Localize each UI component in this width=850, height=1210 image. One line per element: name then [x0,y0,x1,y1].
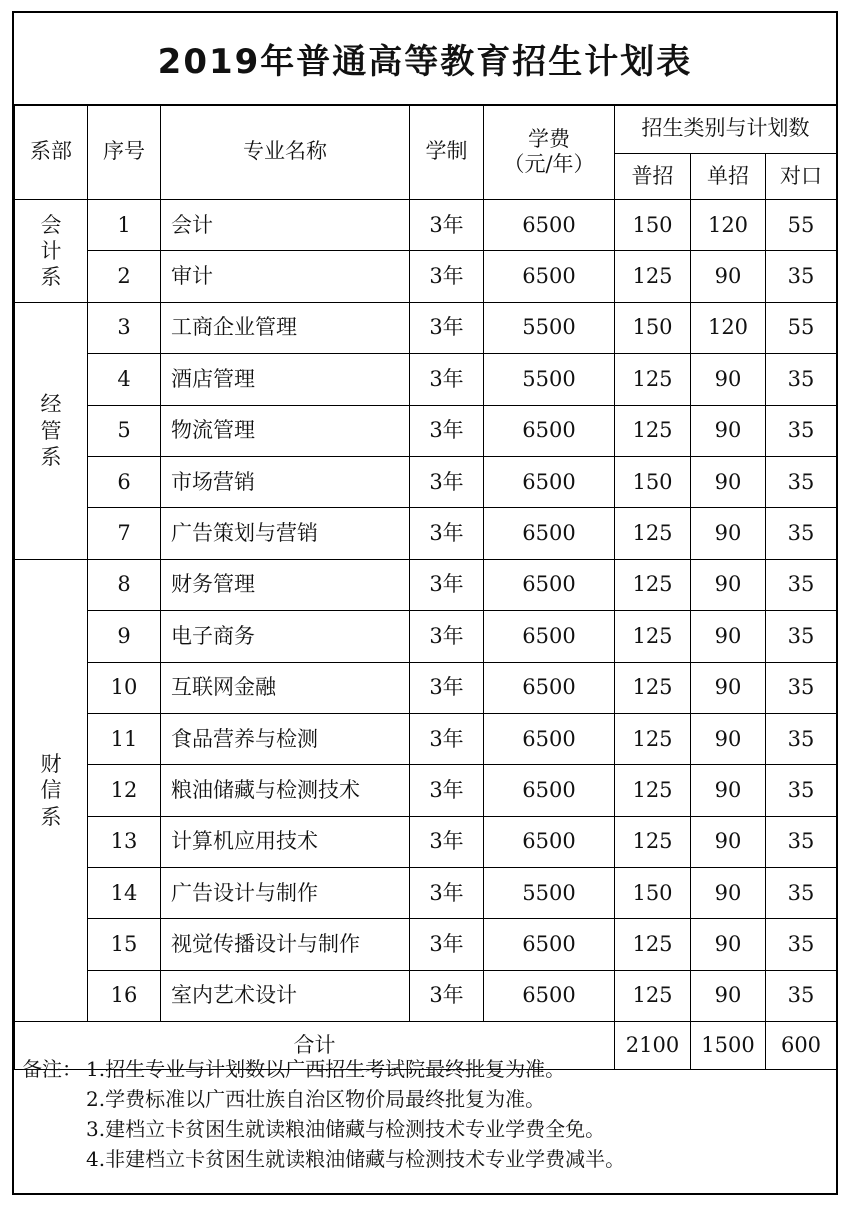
cell-duration: 3年 [410,816,484,867]
cell-single: 90 [691,559,766,610]
cell-vocational: 35 [766,251,837,302]
cell-major: 室内艺术设计 [161,970,410,1021]
cell-major: 市场营销 [161,456,410,507]
note-item: 4.非建档立卡贫困生就读粮油储藏与检测技术专业学费减半。 [86,1147,626,1171]
cell-duration: 3年 [410,200,484,251]
table-row [15,662,837,713]
cell-fee: 6500 [484,713,615,764]
cell-duration: 3年 [410,302,484,353]
cell-single: 90 [691,251,766,302]
cell-seq: 13 [88,816,161,867]
cell-fee: 6500 [484,662,615,713]
cell-seq: 12 [88,765,161,816]
cell-major: 广告策划与营销 [161,508,410,559]
cell-major: 会计 [161,200,410,251]
cell-duration: 3年 [410,713,484,764]
cell-seq: 10 [88,662,161,713]
cell-vocational: 35 [766,405,837,456]
cell-single: 90 [691,508,766,559]
table-row [15,200,837,251]
cell-general: 150 [615,302,691,353]
cell-duration: 3年 [410,405,484,456]
cell-duration: 3年 [410,508,484,559]
cell-general: 125 [615,816,691,867]
cell-major: 电子商务 [161,611,410,662]
cell-vocational: 35 [766,868,837,919]
total-general: 2100 [615,1022,691,1070]
header-row [15,105,837,154]
header-fee-line2: （元/年） [503,152,595,176]
dept-cell [15,200,88,303]
cell-single: 90 [691,765,766,816]
cell-duration: 3年 [410,456,484,507]
cell-vocational: 35 [766,765,837,816]
cell-seq: 15 [88,919,161,970]
note-item: 2.学费标准以广西壮族自治区物价局最终批复为准。 [86,1087,546,1111]
cell-fee: 6500 [484,200,615,251]
dept-name-char: 系 [40,804,62,829]
cell-single: 90 [691,456,766,507]
cell-single: 120 [691,302,766,353]
cell-vocational: 35 [766,662,837,713]
cell-seq: 8 [88,559,161,610]
total-label: 合计 [15,1022,615,1070]
dept-name-char: 会 [40,212,62,237]
cell-fee: 6500 [484,970,615,1021]
cell-seq: 6 [88,456,161,507]
header-cat-general: 普招 [615,154,691,200]
cell-vocational: 35 [766,508,837,559]
cell-major: 食品营养与检测 [161,713,410,764]
cell-general: 125 [615,559,691,610]
cell-fee: 5500 [484,302,615,353]
cell-general: 125 [615,713,691,764]
cell-seq: 3 [88,302,161,353]
table-body [15,200,837,1022]
dept-name-char: 经 [40,392,62,417]
cell-duration: 3年 [410,970,484,1021]
cell-general: 125 [615,662,691,713]
cell-seq: 4 [88,354,161,405]
cell-duration: 3年 [410,354,484,405]
dept-name-char: 管 [40,418,62,443]
cell-seq: 2 [88,251,161,302]
header-seq: 序号 [88,105,161,200]
table-row [15,456,837,507]
cell-fee: 6500 [484,765,615,816]
cell-fee: 6500 [484,559,615,610]
cell-vocational: 35 [766,559,837,610]
cell-fee: 6500 [484,508,615,559]
cell-general: 150 [615,868,691,919]
cell-general: 125 [615,251,691,302]
table-row [15,354,837,405]
cell-fee: 6500 [484,816,615,867]
cell-seq: 5 [88,405,161,456]
cell-major: 粮油储藏与检测技术 [161,765,410,816]
cell-general: 125 [615,970,691,1021]
dept-name-char: 系 [40,444,62,469]
cell-seq: 9 [88,611,161,662]
cell-seq: 1 [88,200,161,251]
header-fee-line1: 学费 [528,126,570,151]
dept-cell [15,302,88,559]
cell-general: 125 [615,508,691,559]
cell-fee: 6500 [484,919,615,970]
cell-single: 120 [691,200,766,251]
cell-single: 90 [691,354,766,405]
cell-fee: 5500 [484,354,615,405]
cell-seq: 14 [88,868,161,919]
cell-major: 视觉传播设计与制作 [161,919,410,970]
cell-major: 广告设计与制作 [161,868,410,919]
table-row [15,405,837,456]
table-row [15,765,837,816]
table-row [15,970,837,1021]
cell-duration: 3年 [410,868,484,919]
cell-vocational: 55 [766,200,837,251]
table-row [15,611,837,662]
cell-major: 审计 [161,251,410,302]
dept-cell [15,559,88,1022]
header-category-group: 招生类别与计划数 [615,105,837,154]
dept-name-char: 信 [40,778,62,803]
cell-single: 90 [691,405,766,456]
dept-name-char: 财 [40,752,62,777]
cell-vocational: 35 [766,713,837,764]
cell-general: 125 [615,919,691,970]
cell-fee: 6500 [484,456,615,507]
header-fee [484,105,615,200]
cell-general: 125 [615,611,691,662]
total-vocational: 600 [766,1022,837,1070]
cell-vocational: 35 [766,816,837,867]
cell-major: 财务管理 [161,559,410,610]
header-cat-vocational: 对口 [766,154,837,200]
enrollment-plan-table [14,104,837,1070]
dept-name-char: 计 [40,238,62,263]
cell-duration: 3年 [410,765,484,816]
table-row [15,508,837,559]
cell-vocational: 35 [766,919,837,970]
cell-single: 90 [691,816,766,867]
cell-general: 125 [615,354,691,405]
table-row [15,919,837,970]
cell-general: 125 [615,405,691,456]
cell-duration: 3年 [410,919,484,970]
enrollment-plan-sheet [12,11,838,1195]
cell-seq: 16 [88,970,161,1021]
cell-major: 互联网金融 [161,662,410,713]
table-row [15,713,837,764]
header-dept: 系部 [15,105,88,200]
cell-major: 计算机应用技术 [161,816,410,867]
total-single: 1500 [691,1022,766,1070]
notes-label: 备注： [22,1057,82,1081]
table-row [15,559,837,610]
cell-single: 90 [691,611,766,662]
cell-general: 150 [615,200,691,251]
cell-vocational: 35 [766,456,837,507]
header-duration: 学制 [410,105,484,200]
cell-single: 90 [691,970,766,1021]
note-item: 3.建档立卡贫困生就读粮油储藏与检测技术专业学费全免。 [86,1117,606,1141]
cell-major: 物流管理 [161,405,410,456]
cell-seq: 11 [88,713,161,764]
cell-major: 工商企业管理 [161,302,410,353]
cell-fee: 6500 [484,405,615,456]
cell-single: 90 [691,919,766,970]
table-row [15,302,837,353]
cell-single: 90 [691,662,766,713]
cell-vocational: 35 [766,354,837,405]
header-cat-single: 单招 [691,154,766,200]
page-title: 2019年普通高等教育招生计划表 [14,13,836,106]
cell-major: 酒店管理 [161,354,410,405]
table-row [15,868,837,919]
table-row [15,816,837,867]
cell-vocational: 55 [766,302,837,353]
dept-name-char: 系 [40,265,62,290]
cell-duration: 3年 [410,611,484,662]
table-row [15,251,837,302]
cell-duration: 3年 [410,559,484,610]
cell-single: 90 [691,868,766,919]
cell-duration: 3年 [410,662,484,713]
cell-fee: 6500 [484,611,615,662]
note-item: 1.招生专业与计划数以广西招生考试院最终批复为准。 [86,1057,566,1081]
header-major: 专业名称 [161,105,410,200]
cell-general: 150 [615,456,691,507]
cell-single: 90 [691,713,766,764]
notes-section [14,1042,836,1195]
cell-seq: 7 [88,508,161,559]
cell-vocational: 35 [766,611,837,662]
cell-vocational: 35 [766,970,837,1021]
cell-fee: 6500 [484,251,615,302]
cell-duration: 3年 [410,251,484,302]
cell-general: 125 [615,765,691,816]
cell-fee: 5500 [484,868,615,919]
